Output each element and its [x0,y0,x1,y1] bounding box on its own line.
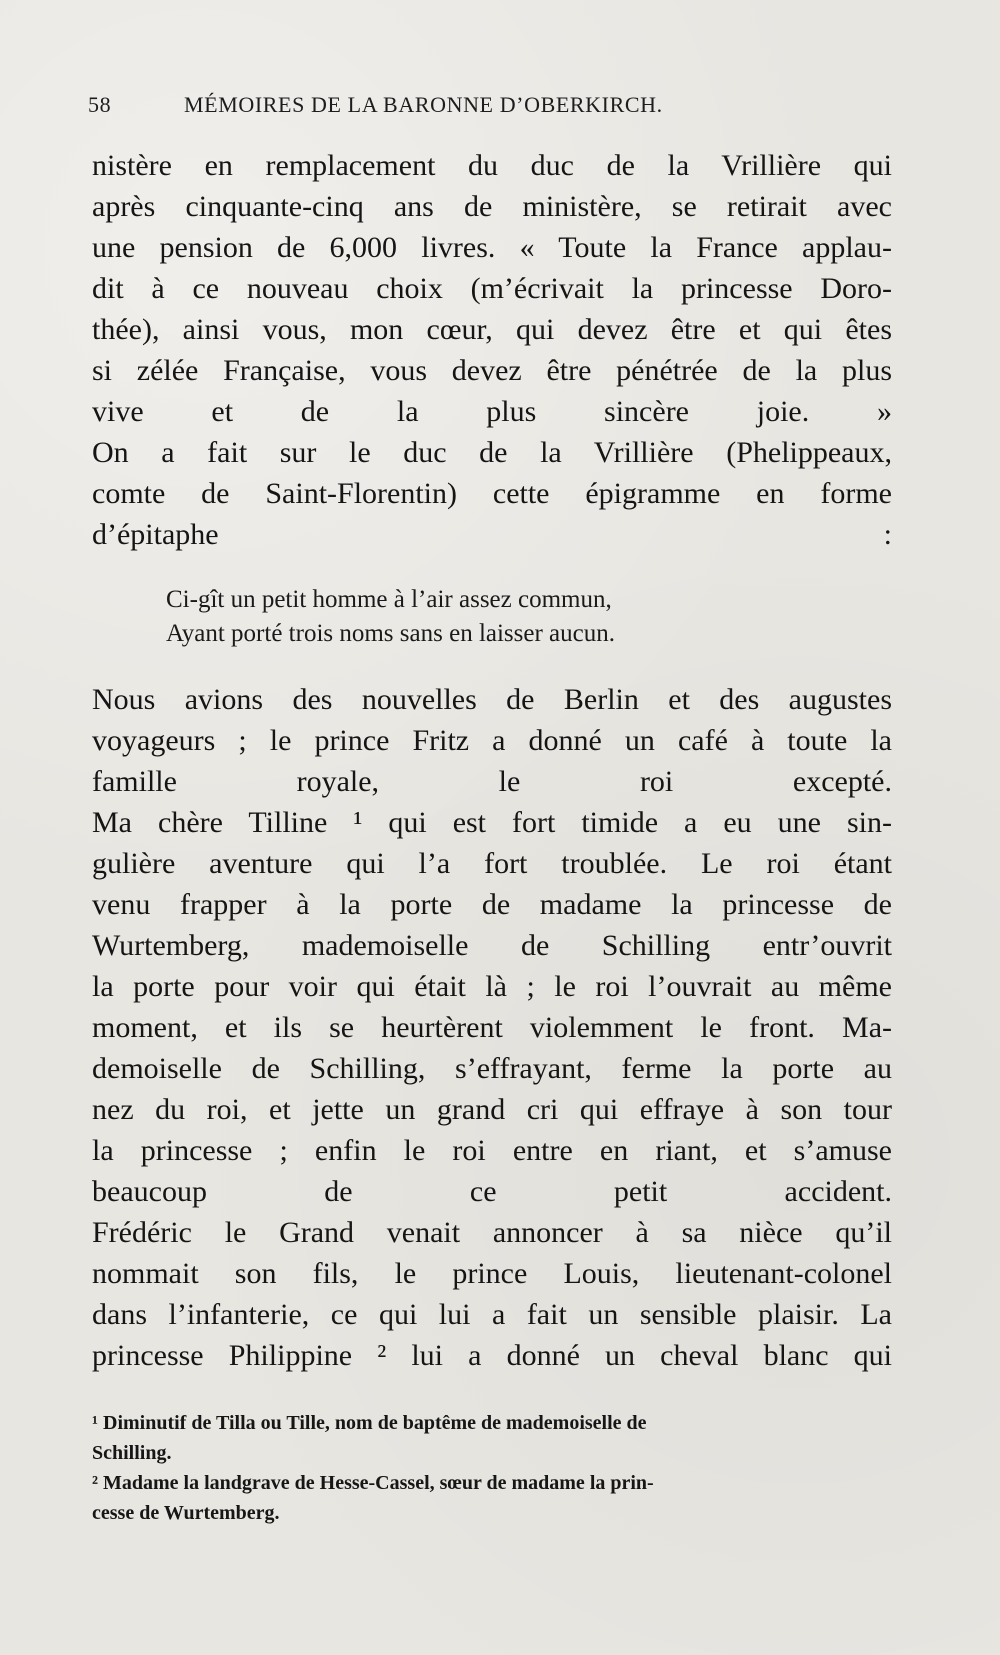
text-line: comte de Saint-Florentin) cette épigramme en forme [92,477,892,510]
text-line: princesse Philippine ² lui a donné un cheval blanc qui [92,1339,892,1372]
text-line: nistère en remplacement du duc de la Vrillière qui [92,149,892,182]
text-line: demoiselle de Schilling, s’effrayant, ferme la porte au [92,1052,892,1085]
paragraph-2 [92,432,892,555]
paragraph-4 [92,802,892,1212]
text-line: si zélée Française, vous devez être pénétrée de la plus [92,354,892,387]
text-line: Wurtemberg, mademoiselle de Schilling entr’ouvrit [92,929,892,962]
text-line: dans l’infanterie, ce qui lui a fait un sensible plaisir. La [92,1298,892,1331]
running-head: MÉMOIRES DE LA BARONNE D’OBERKIRCH. [184,92,663,117]
verse-line: Ayant porté trois noms sans en laisser aucun. [166,620,615,647]
main-text [92,145,892,1376]
footnotes [92,1408,892,1528]
text-line: Frédéric le Grand venait annoncer à sa nièce qu’il [92,1216,892,1249]
text-line: Ma chère Tilline ¹ qui est fort timide a eu une sin- [92,806,892,839]
text-line: une pension de 6,000 livres. « Toute la France applau- [92,231,892,264]
text-line: après cinquante-cinq ans de ministère, se retirait avec [92,190,892,223]
text-line: nommait son fils, le prince Louis, lieutenant-colonel [92,1257,892,1290]
text-line: nez du roi, et jette un grand cri qui effraye à son tour [92,1093,892,1126]
paragraph-1 [92,145,892,432]
verse-line: Ci-gît un petit homme à l’air assez commun, [166,586,612,613]
paragraph-3 [92,679,892,802]
text-line: thée), ainsi vous, mon cœur, qui devez être et qui êtes [92,313,892,346]
text-line: gulière aventure qui l’a fort troublée. Le roi étant [92,847,892,880]
epitaph-verse [166,583,892,651]
text-line: Nous avions des nouvelles de Berlin et des augustes [92,683,892,716]
text-line: venu frapper à la porte de madame la princesse de [92,888,892,921]
footnote-line: ² Madame la landgrave de Hesse-Cassel, sœur de madame la prin- [92,1472,654,1494]
text-line: famille royale, le roi excepté. [92,765,892,798]
paragraph-5 [92,1212,892,1376]
footnote-line: cesse de Wurtemberg. [92,1502,280,1524]
text-line: vive et de la plus sincère joie. » [92,395,892,428]
text-line: On a fait sur le duc de la Vrillière (Phelippeaux, [92,436,892,469]
text-line: voyageurs ; le prince Fritz a donné un café à toute la [92,724,892,757]
footnote-line: Schilling. [92,1442,172,1464]
page-header [88,92,888,122]
text-line: la porte pour voir qui était là ; le roi l’ouvrait au même [92,970,892,1003]
text-line: dit à ce nouveau choix (m’écrivait la princesse Doro- [92,272,892,305]
text-line: beaucoup de ce petit accident. [92,1175,892,1208]
text-line: d’épitaphe : [92,518,892,551]
footnote-line: ¹ Diminutif de Tilla ou Tille, nom de baptême de mademoiselle de [92,1412,647,1434]
text-line: moment, et ils se heurtèrent violemment le front. Ma- [92,1011,892,1044]
text-line: la princesse ; enfin le roi entre en riant, et s’amuse [92,1134,892,1167]
page-number: 58 [88,92,112,117]
